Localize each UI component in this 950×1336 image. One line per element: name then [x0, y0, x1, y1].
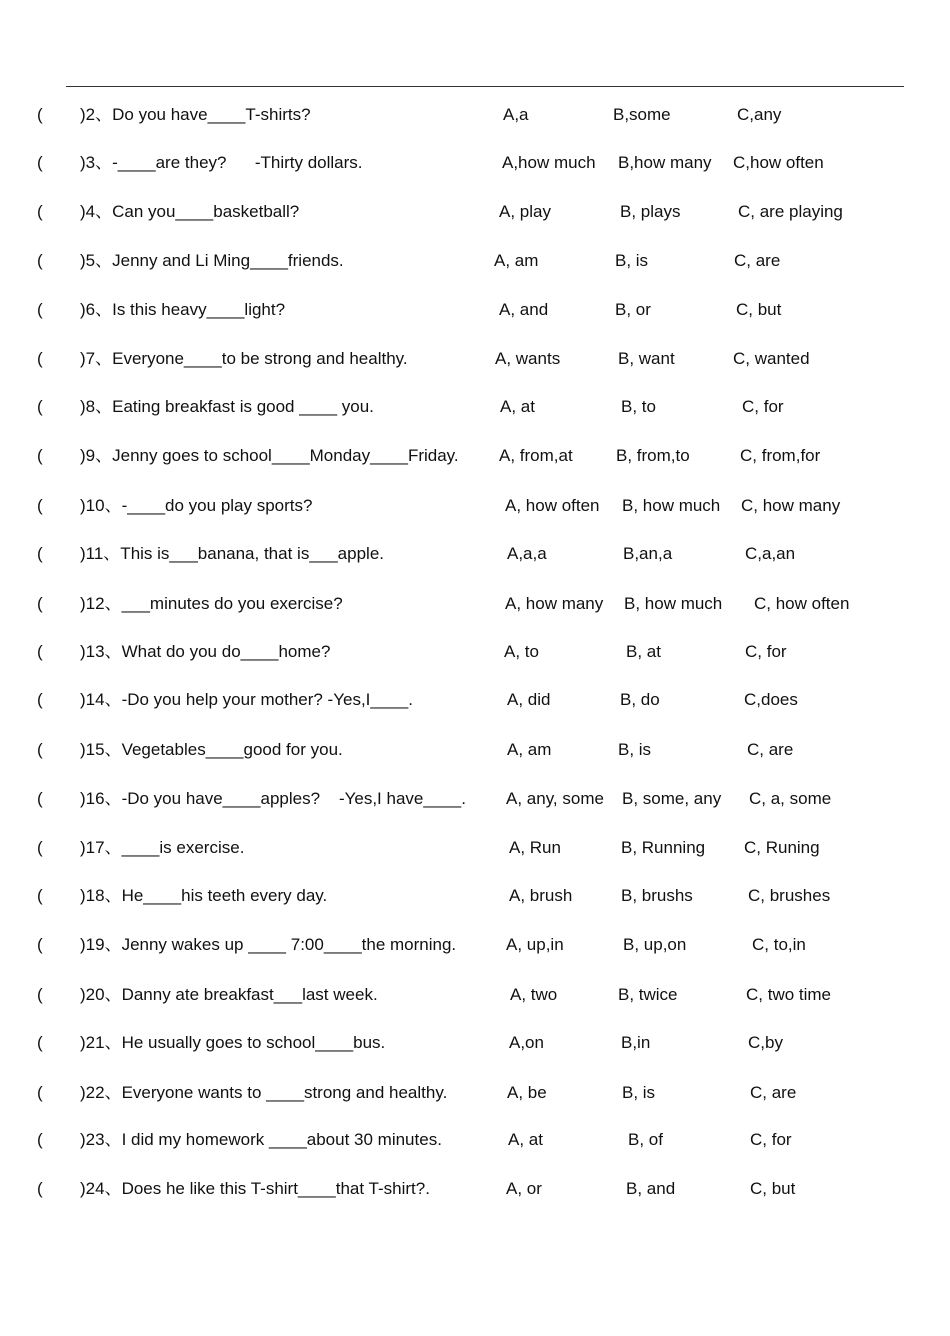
question-20 [0, 984, 950, 1006]
question-text: )23、I did my homework ____about 30 minutes. [80, 1130, 442, 1149]
option-b: B, how much [624, 594, 723, 613]
answer-blank: ( [37, 690, 43, 709]
option-b: B, twice [618, 985, 678, 1004]
question-17 [0, 837, 950, 859]
option-c: C, but [750, 1179, 796, 1198]
answer-blank: ( [37, 446, 43, 465]
question-21 [0, 1032, 950, 1054]
option-c: C, for [742, 397, 784, 416]
answer-blank: ( [37, 789, 43, 808]
question-22 [0, 1082, 950, 1104]
option-b: B, to [621, 397, 656, 416]
option-a: A, am [507, 740, 552, 759]
answer-blank: ( [37, 594, 43, 613]
question-10 [0, 495, 950, 517]
answer-blank: ( [37, 496, 43, 515]
question-text: )7、Everyone____to be strong and healthy. [80, 349, 408, 368]
question-14 [0, 689, 950, 711]
question-5 [0, 250, 950, 272]
option-b: B, how much [622, 496, 721, 515]
option-b: B, and [626, 1179, 676, 1198]
option-b: B, is [618, 740, 652, 759]
question-13 [0, 641, 950, 663]
option-a: A, wants [495, 349, 561, 368]
option-c: C, are [747, 740, 794, 759]
option-c: C,any [737, 105, 782, 124]
option-c: C, are [734, 251, 781, 270]
question-text: )12、___minutes do you exercise? [80, 594, 343, 613]
question-text: )5、Jenny and Li Ming____friends. [80, 251, 344, 270]
answer-blank: ( [37, 105, 43, 124]
option-b: B, or [615, 300, 651, 319]
question-text: )16、-Do you have____apples? -Yes,I have____. [80, 789, 466, 808]
question-4 [0, 201, 950, 223]
answer-blank: ( [37, 349, 43, 368]
option-b: B, is [615, 251, 649, 270]
answer-blank: ( [37, 153, 43, 172]
option-c: C,a,an [745, 544, 796, 563]
top-divider [66, 86, 904, 87]
question-9 [0, 445, 950, 467]
option-b: B, up,on [623, 935, 687, 954]
question-text: )22、Everyone wants to ____strong and healthy. [80, 1083, 448, 1102]
option-c: C, Runing [744, 838, 820, 857]
option-c: C, to,in [752, 935, 806, 954]
question-text: )17、____is exercise. [80, 838, 245, 857]
option-a: A,on [509, 1033, 544, 1052]
option-b: B, is [622, 1083, 656, 1102]
option-b: B, want [618, 349, 675, 368]
question-text: )11、This is___banana, that is___apple. [80, 544, 384, 563]
option-a: A,how much [502, 153, 596, 172]
option-a: A, Run [509, 838, 561, 857]
answer-blank: ( [37, 1033, 43, 1052]
question-text: )20、Danny ate breakfast___last week. [80, 985, 378, 1004]
question-2 [0, 104, 950, 126]
option-c: C, brushes [748, 886, 831, 905]
question-text: )6、Is this heavy____light? [80, 300, 286, 319]
option-b: B,some [613, 105, 671, 124]
option-b: B,in [621, 1033, 651, 1052]
option-a: A, from,at [499, 446, 573, 465]
answer-blank: ( [37, 838, 43, 857]
option-a: A, and [499, 300, 549, 319]
question-3 [0, 152, 950, 174]
question-text: )2、Do you have____T-shirts? [80, 105, 311, 124]
answer-blank: ( [37, 202, 43, 221]
option-b: B,how many [618, 153, 712, 172]
answer-blank: ( [37, 397, 43, 416]
question-text: )13、What do you do____home? [80, 642, 331, 661]
option-a: A, at [508, 1130, 543, 1149]
option-a: A, up,in [506, 935, 564, 954]
option-b: B,an,a [623, 544, 673, 563]
question-18 [0, 885, 950, 907]
option-b: B, of [628, 1130, 663, 1149]
option-c: C, but [736, 300, 782, 319]
option-a: A, any, some [506, 789, 604, 808]
option-c: C,how often [733, 153, 824, 172]
answer-blank: ( [37, 251, 43, 270]
question-12 [0, 593, 950, 615]
option-c: C, are playing [738, 202, 843, 221]
option-c: C, wanted [733, 349, 810, 368]
question-23 [0, 1129, 950, 1151]
question-24 [0, 1178, 950, 1200]
question-text: )14、-Do you help your mother? -Yes,I____. [80, 690, 413, 709]
question-text: )3、-____are they? -Thirty dollars. [80, 153, 363, 172]
question-text: )24、Does he like this T-shirt____that T-shirt?. [80, 1179, 430, 1198]
answer-blank: ( [37, 935, 43, 954]
option-a: A, am [494, 251, 539, 270]
option-b: B, from,to [616, 446, 690, 465]
question-16 [0, 788, 950, 810]
option-b: B, brushs [621, 886, 693, 905]
question-text: )8、Eating breakfast is good ____ you. [80, 397, 374, 416]
answer-blank: ( [37, 740, 43, 759]
question-7 [0, 348, 950, 370]
answer-blank: ( [37, 1083, 43, 1102]
question-19 [0, 934, 950, 956]
option-a: A, how often [505, 496, 600, 515]
option-a: A,a,a [507, 544, 547, 563]
question-text: )10、-____do you play sports? [80, 496, 313, 515]
question-6 [0, 299, 950, 321]
question-8 [0, 396, 950, 418]
question-15 [0, 739, 950, 761]
option-c: C, for [745, 642, 787, 661]
option-a: A, brush [509, 886, 573, 905]
option-c: C, how many [741, 496, 841, 515]
question-text: )9、Jenny goes to school____Monday____Friday. [80, 446, 459, 465]
answer-blank: ( [37, 1179, 43, 1198]
option-b: B, some, any [622, 789, 722, 808]
question-text: )18、He____his teeth every day. [80, 886, 328, 905]
option-b: B, plays [620, 202, 681, 221]
question-text: )15、Vegetables____good for you. [80, 740, 343, 759]
answer-blank: ( [37, 985, 43, 1004]
answer-blank: ( [37, 642, 43, 661]
option-c: C, a, some [749, 789, 832, 808]
option-c: C, two time [746, 985, 832, 1004]
option-a: A, or [506, 1179, 542, 1198]
option-b: B, do [620, 690, 660, 709]
question-text: )4、Can you____basketball? [80, 202, 300, 221]
option-c: C, for [750, 1130, 792, 1149]
question-11 [0, 543, 950, 565]
option-a: A, be [507, 1083, 547, 1102]
option-a: A, play [499, 202, 551, 221]
option-c: C,does [744, 690, 798, 709]
option-c: C,by [748, 1033, 783, 1052]
answer-blank: ( [37, 544, 43, 563]
option-b: B, at [626, 642, 661, 661]
option-a: A, how many [505, 594, 604, 613]
option-a: A, at [500, 397, 535, 416]
option-c: C, are [750, 1083, 797, 1102]
question-text: )19、Jenny wakes up ____ 7:00____the morning. [80, 935, 457, 954]
option-a: A, did [507, 690, 551, 709]
answer-blank: ( [37, 1130, 43, 1149]
option-c: C, how often [754, 594, 850, 613]
option-b: B, Running [621, 838, 706, 857]
answer-blank: ( [37, 300, 43, 319]
option-a: A, to [504, 642, 539, 661]
option-a: A,a [503, 105, 529, 124]
question-text: )21、He usually goes to school____bus. [80, 1033, 386, 1052]
option-a: A, two [510, 985, 558, 1004]
answer-blank: ( [37, 886, 43, 905]
option-c: C, from,for [740, 446, 821, 465]
